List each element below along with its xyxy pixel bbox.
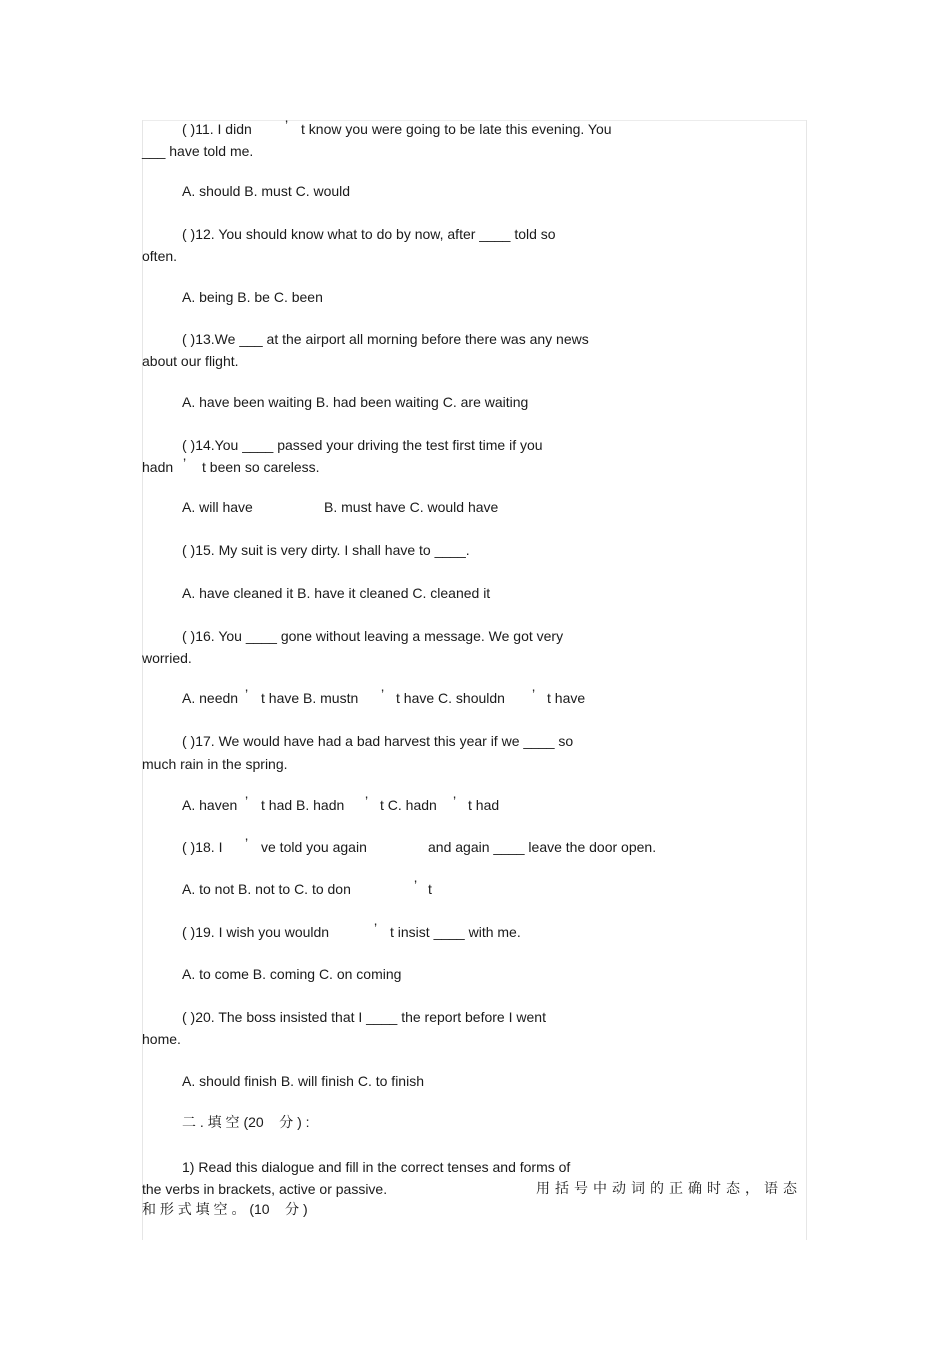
question-14-continuation-start: hadn — [142, 459, 174, 475]
apostrophe: ’ — [245, 793, 249, 809]
question-11-stem-end: t know you were going to be late this evening. You — [301, 121, 612, 137]
apostrophe: ’ — [381, 686, 385, 702]
section-2-heading: 二 . 填 空 (20 分 ) : — [182, 1114, 310, 1130]
question-20-options: A. should finish B. will finish C. to finish — [182, 1073, 424, 1089]
question-17-option-part: t C. hadn — [380, 797, 437, 813]
question-14-option-a: A. will have — [182, 499, 253, 515]
question-12-stem: ( )12. You should know what to do by now, after ____ told so — [182, 226, 556, 242]
question-11-stem-start: ( )11. I didn — [182, 121, 252, 137]
question-17-option-part: A. haven — [182, 797, 238, 813]
question-13-stem: ( )13.We ___ at the airport all morning before there was any news — [182, 331, 589, 347]
question-12-options: A. being B. be C. been — [182, 289, 323, 305]
question-12-continuation: often. — [142, 248, 178, 264]
question-14-continuation-end: t been so careless. — [202, 459, 320, 475]
section-2-instruction-chinese-continuation: 和 形 式 填 空 。 (10 分 ) — [142, 1201, 308, 1217]
question-16-option-part: t have C. shouldn — [396, 690, 505, 706]
question-11-continuation: ___ have told me. — [142, 143, 254, 159]
question-11-options: A. should B. must C. would — [182, 183, 351, 199]
apostrophe: ’ — [532, 686, 536, 702]
question-17-option-part: t had — [468, 797, 500, 813]
question-20-stem: ( )20. The boss insisted that I ____ the report before I went — [182, 1009, 546, 1025]
apostrophe: ’ — [245, 835, 249, 851]
question-19-stem-start: ( )19. I wish you wouldn — [182, 924, 330, 940]
apostrophe: ’ — [365, 793, 369, 809]
question-15-options: A. have cleaned it B. have it cleaned C. cleaned it — [182, 585, 491, 601]
section-2-instruction: 1) Read this dialogue and fill in the correct tenses and forms of — [182, 1159, 571, 1175]
question-18-options-end: t — [428, 881, 432, 897]
page-frame-left — [142, 120, 143, 1240]
question-16-option-part: A. needn — [182, 690, 239, 706]
question-18-stem-start: ( )18. I — [182, 839, 223, 855]
apostrophe: ’ — [453, 793, 457, 809]
question-14-options-rest: B. must have C. would have — [324, 499, 499, 515]
question-15-stem: ( )15. My suit is very dirty. I shall have to ____. — [182, 542, 470, 558]
question-16-stem: ( )16. You ____ gone without leaving a message. We got very — [182, 628, 564, 644]
question-18-options: A. to not B. not to C. to don — [182, 881, 351, 897]
question-20-continuation: home. — [142, 1031, 181, 1047]
apostrophe: ’ — [183, 455, 187, 471]
page-frame-right — [806, 120, 807, 1240]
question-16-option-part: t have — [547, 690, 586, 706]
question-18-stem-end: and again ____ leave the door open. — [428, 839, 657, 855]
question-16-continuation: worried. — [142, 650, 192, 666]
question-17-option-part: t had B. hadn — [261, 797, 345, 813]
apostrophe: ’ — [374, 920, 378, 936]
question-18-stem-middle: ve told you again — [261, 839, 367, 855]
question-19-stem-end: t insist ____ with me. — [390, 924, 521, 940]
apostrophe: ’ — [414, 877, 418, 893]
question-19-options: A. to come B. coming C. on coming — [182, 966, 402, 982]
question-13-continuation: about our flight. — [142, 353, 239, 369]
question-16-option-part: t have B. mustn — [261, 690, 359, 706]
section-2-instruction-chinese: 用括号中动词的正确时态，语态 — [536, 1181, 802, 1197]
apostrophe: ’ — [245, 686, 249, 702]
question-17-continuation: much rain in the spring. — [142, 756, 288, 772]
question-17-stem: ( )17. We would have had a bad harvest this year if we ____ so — [182, 733, 574, 749]
question-14-stem: ( )14.You ____ passed your driving the test first time if you — [182, 437, 543, 453]
section-2-instruction-continuation: the verbs in brackets, active or passive. — [142, 1181, 388, 1197]
apostrophe: ’ — [285, 117, 289, 133]
question-13-options: A. have been waiting B. had been waiting C. are waiting — [182, 394, 529, 410]
